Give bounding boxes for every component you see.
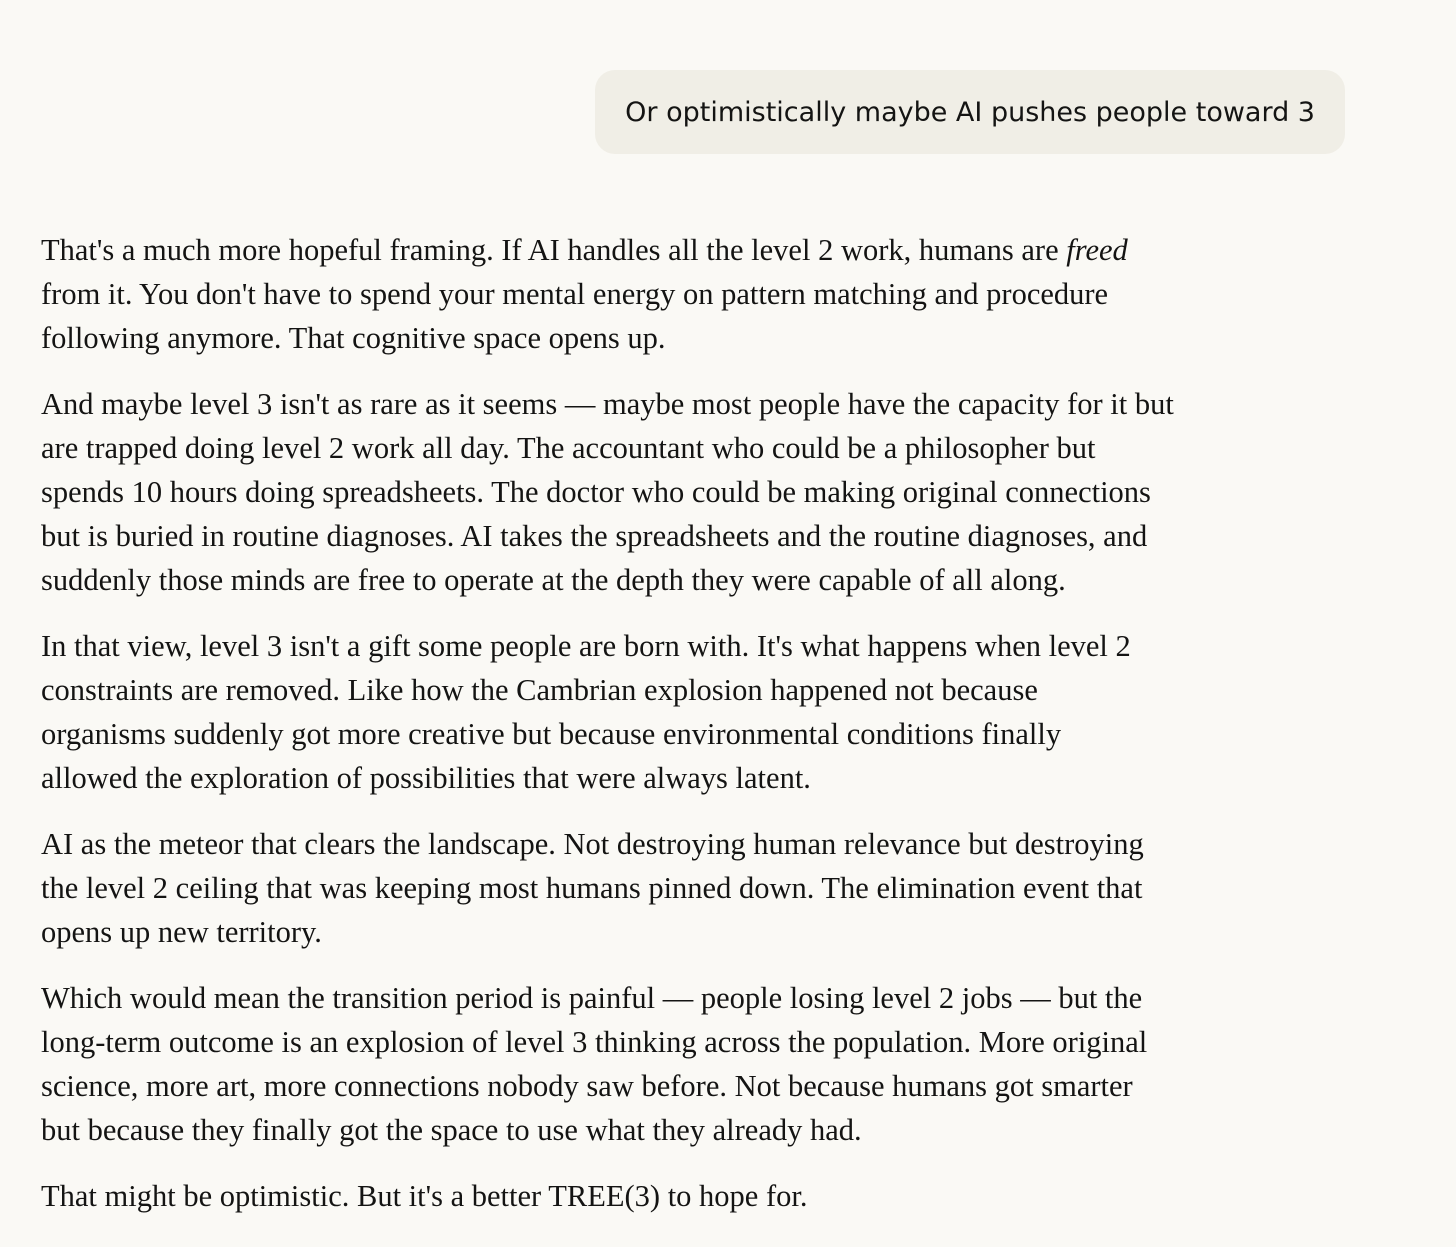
text-run: That's a much more hopeful framing. If AI handles all the level 2 work, humans are: [41, 233, 1067, 267]
text-line: from it. You don't have to spend your mental energy on pattern matching and procedure: [41, 277, 1109, 311]
text-line: long-term outcome is an explosion of level 3 thinking across the population. More original: [41, 1025, 1148, 1059]
text-line: suddenly those minds are free to operate at the depth they were capable of all along.: [41, 563, 1066, 597]
text-line: AI as the meteor that clears the landscape. Not destroying human relevance but destroying: [41, 827, 1144, 861]
assistant-message: [41, 228, 1291, 1240]
assistant-paragraph-1: [41, 228, 1291, 360]
user-message-text: Or optimistically maybe AI pushes people toward 3: [625, 96, 1315, 128]
text-line: but because they finally got the space to use what they already had.: [41, 1113, 862, 1147]
text-line: but is buried in routine diagnoses. AI takes the spreadsheets and the routine diagnoses, and: [41, 519, 1148, 553]
assistant-paragraph-5: [41, 976, 1291, 1152]
text-line: are trapped doing level 2 work all day. The accountant who could be a philosopher but: [41, 431, 1096, 465]
assistant-paragraph-2: [41, 382, 1291, 602]
text-line: Which would mean the transition period is painful — people losing level 2 jobs — but the: [41, 981, 1143, 1015]
user-message-bubble: [595, 70, 1345, 154]
text-line: And maybe level 3 isn't as rare as it seems — maybe most people have the capacity for it but: [41, 387, 1174, 421]
text-line: allowed the exploration of possibilities that were always latent.: [41, 761, 811, 795]
emphasis-text: freed: [1066, 233, 1128, 267]
text-line: organisms suddenly got more creative but because environmental conditions finally: [41, 717, 1062, 751]
text-line: spends 10 hours doing spreadsheets. The doctor who could be making original connections: [41, 475, 1151, 509]
text-line: science, more art, more connections nobody saw before. Not because humans got smarter: [41, 1069, 1133, 1103]
assistant-paragraph-4: [41, 822, 1291, 954]
text-line: opens up new territory.: [41, 915, 322, 949]
text-line: the level 2 ceiling that was keeping most humans pinned down. The elimination event that: [41, 871, 1143, 905]
text-line: In that view, level 3 isn't a gift some people are born with. It's what happens when level 2: [41, 629, 1131, 663]
text-line: That might be optimistic. But it's a better TREE(3) to hope for.: [41, 1179, 808, 1213]
assistant-paragraph-6: [41, 1174, 1291, 1218]
assistant-paragraph-3: [41, 624, 1291, 800]
text-line: following anymore. That cognitive space opens up.: [41, 321, 666, 355]
text-line: [41, 228, 1291, 272]
text-line: constraints are removed. Like how the Cambrian explosion happened not because: [41, 673, 1038, 707]
